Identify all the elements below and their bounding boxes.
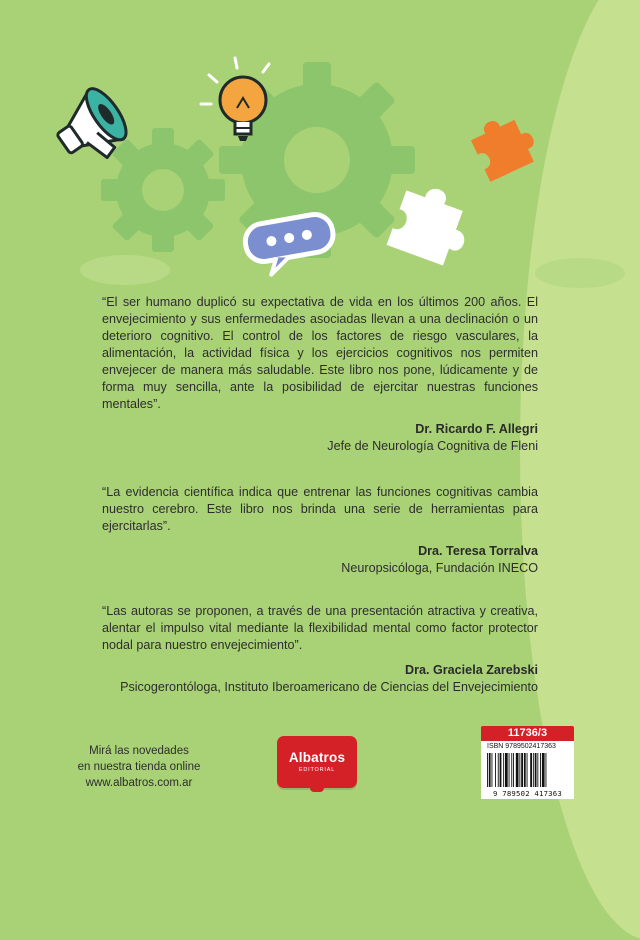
barcode-bar xyxy=(516,753,519,787)
online-store-note xyxy=(70,743,208,791)
quote-author: Dra. Teresa Torralva xyxy=(418,544,538,558)
isbn-text: ISBN 9789502417363 xyxy=(487,743,556,750)
product-code: 11736/3 xyxy=(481,726,574,741)
quote-author-role: Jefe de Neurología Cognitiva de Fleni xyxy=(327,439,538,453)
barcode-bar xyxy=(511,753,512,787)
barcode-bar xyxy=(546,753,547,787)
barcode-area xyxy=(481,741,574,799)
barcode-bar xyxy=(540,753,541,787)
barcode-bar xyxy=(542,753,545,787)
quote-block xyxy=(102,603,538,694)
barcode-digits: 9 789502 417363 xyxy=(493,789,562,798)
publisher-subtitle: EDITORIAL xyxy=(298,767,336,773)
puzzle-piece-icon xyxy=(387,179,479,269)
gear-icon xyxy=(101,128,225,252)
barcode-bar xyxy=(505,753,508,787)
barcode-bar xyxy=(489,753,491,787)
barcode-bar xyxy=(513,753,514,787)
quote-text: “El ser humano duplicó su expectativa de vida en los últimos 200 años. El envejecimiento y sus enfermedades asociadas llevan a una declinación o un deterioro cognitivo. El control de los factores de riesgo vasculares, la alimentación, la actividad física y los ejercicios cognitivos nos permiten envejecer de manera más saludable. Este libro nos pone, lúdicamente y de forma muy sencilla, ante la posibilidad de ejercitar nuestras funciones mentales”. xyxy=(102,295,538,411)
quote-text: “La evidencia científica indica que entrenar las funciones cognitivas cambia nuestro cerebro. Este libro nos brinda una serie de herramientas para ejercitarlas”. xyxy=(102,485,538,533)
quote-block xyxy=(102,294,538,453)
barcode-bar xyxy=(509,753,510,787)
barcode-bar xyxy=(495,753,496,787)
barcode-bar xyxy=(492,753,493,787)
publisher-logo xyxy=(277,736,357,788)
puzzle-piece-icon xyxy=(467,108,542,182)
quote-author: Dra. Graciela Zarebski xyxy=(404,663,538,677)
quote-author-role: Neuropsicóloga, Fundación INECO xyxy=(341,561,538,575)
quote-text: “Las autoras se proponen, a través de una presentación atractiva y creativa, alentar el impulso vital mediante la flexibilidad mental como factor protector nodal para nuestro envejecimiento”. xyxy=(102,604,538,652)
barcode-bar xyxy=(535,753,537,787)
barcode-bar xyxy=(498,753,499,787)
barcode-bar xyxy=(487,753,488,787)
barcode-bar xyxy=(503,753,504,787)
barcode-label xyxy=(481,726,574,799)
store-line: en nuestra tienda online xyxy=(77,761,201,773)
illustration xyxy=(0,0,640,290)
store-url[interactable]: www.albatros.com.ar xyxy=(85,777,193,789)
barcode-bar xyxy=(530,753,532,787)
quote-block xyxy=(102,484,538,575)
store-line: Mirá las novedades xyxy=(89,745,189,757)
barcode-bars xyxy=(487,753,569,787)
quote-author: Dr. Ricardo F. Allegri xyxy=(415,422,538,436)
barcode-bar xyxy=(519,753,520,787)
publisher-logo-tab xyxy=(310,786,324,792)
barcode-bar xyxy=(537,753,538,787)
quote-author-role: Psicogerontóloga, Instituto Iberoamericano de Ciencias del Envejecimiento xyxy=(120,680,538,694)
barcode-bar xyxy=(521,753,523,787)
barcode-bar xyxy=(524,753,526,787)
barcode-bar xyxy=(500,753,502,787)
publisher-name: Albatros xyxy=(288,750,346,765)
barcode-bar xyxy=(527,753,528,787)
barcode-bar xyxy=(533,753,534,787)
